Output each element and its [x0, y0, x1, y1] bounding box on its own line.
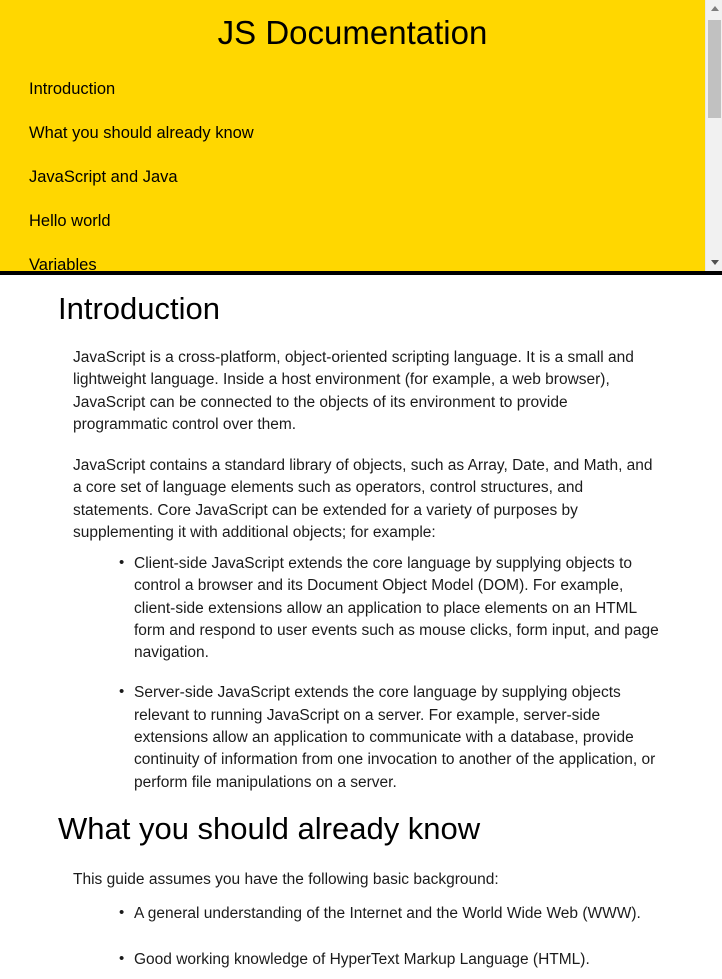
bullet-list — [119, 903, 664, 979]
section-heading-what-you-should-already-know: What you should already know — [58, 811, 481, 846]
scroll-down-arrow-icon[interactable] — [706, 254, 722, 271]
scrollbar-thumb[interactable] — [708, 20, 721, 118]
list-item: • Good working knowledge of HyperText Markup Language (HTML). — [119, 949, 664, 971]
nav-link-hello-world[interactable]: Hello world — [29, 212, 111, 230]
list-item: • Server-side JavaScript extends the core language by supplying objects relevant to running JavaScript on a server. For example, server-side extensions allow an application to communicate with a database, provide continuity of information from one invocation to another of the application, or perform file manipulations on a server. — [119, 682, 664, 793]
nav-link-list — [0, 76, 705, 271]
paragraph: This guide assumes you have the following basic background: — [73, 871, 499, 888]
navbar — [0, 0, 722, 275]
scroll-up-arrow-icon[interactable] — [706, 0, 722, 17]
navbar-scroll-region — [0, 0, 705, 271]
section-heading-introduction: Introduction — [58, 291, 220, 326]
triangle-up-icon — [711, 6, 719, 11]
bullet-list — [119, 553, 664, 812]
paragraph: JavaScript is a cross-platform, object-oriented scripting language. It is a small and lightweight language. Inside a host environment (for example, a web browser), JavaScript can be connected to the objects of its environment to provide programmatic control over them. — [73, 349, 634, 433]
list-item: • A general understanding of the Internet and the World Wide Web (WWW). — [119, 903, 664, 925]
nav-link-variables[interactable]: Variables — [29, 256, 97, 271]
nav-link-javascript-and-java[interactable]: JavaScript and Java — [29, 168, 178, 186]
page-title: JS Documentation — [217, 14, 488, 51]
triangle-down-icon — [711, 260, 719, 265]
navbar-scrollbar[interactable] — [705, 0, 722, 271]
list-item: • Client-side JavaScript extends the core language by supplying objects to control a browser and its Document Object Model (DOM). For example, client-side extensions allow an application to place elements on an HTML form and respond to user events such as mouse clicks, form input, and page navigation. — [119, 553, 664, 664]
main-content — [0, 275, 722, 979]
nav-link-what-you-should-already-know[interactable]: What you should already know — [29, 124, 254, 142]
paragraph: JavaScript contains a standard library of objects, such as Array, Date, and Math, and a core set of language elements such as operators, control structures, and statements. Core JavaScript can be extended for a variety of purposes by supplementing it with additional objects; for example: — [73, 457, 653, 541]
nav-link-introduction[interactable]: Introduction — [29, 80, 116, 98]
